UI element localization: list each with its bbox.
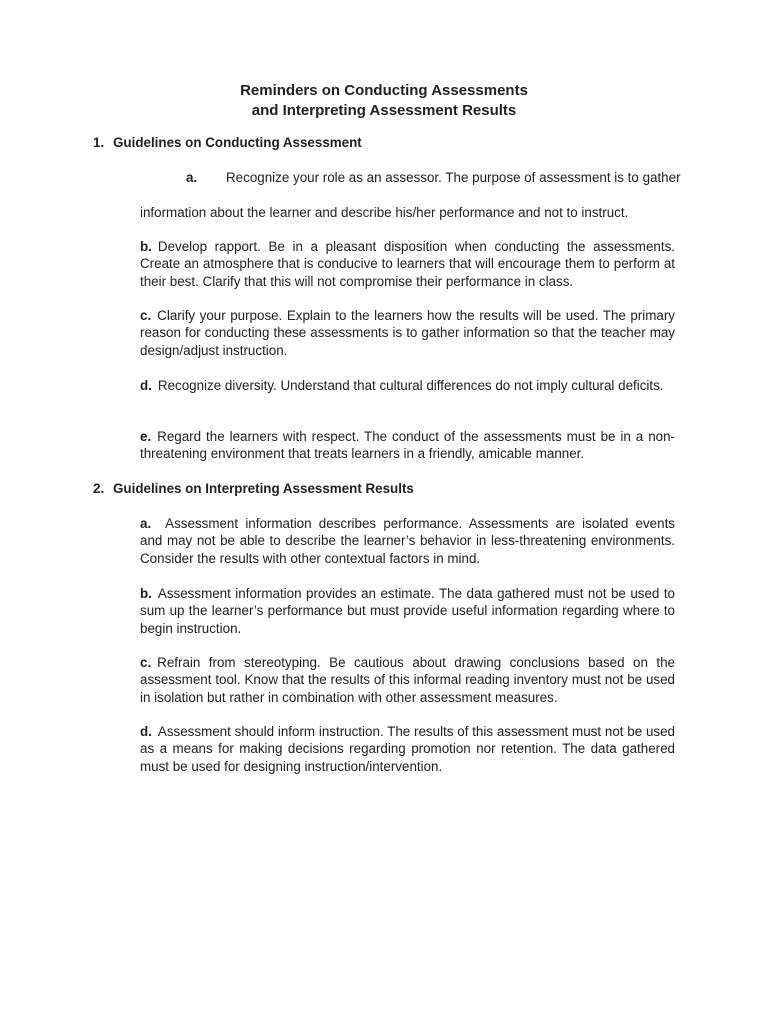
- section-2-item-b: [140, 585, 675, 637]
- item-letter: a.: [140, 516, 152, 531]
- item-letter: e.: [140, 429, 152, 444]
- section-1-title: Guidelines on Conducting Assessment: [113, 135, 362, 150]
- item-letter: b.: [140, 586, 152, 601]
- section-1-item-d: [140, 377, 675, 394]
- document-title-line-2: and Interpreting Assessment Results: [251, 102, 517, 119]
- item-letter: b.: [140, 239, 152, 254]
- section-1-heading: [93, 135, 362, 150]
- item-text: Clarify your purpose. Explain to the learners how the results will be used. The primary reason for conducting these assessments is to gather information so that the teacher may design/adjust instruction.: [140, 308, 675, 358]
- section-2-item-c: [140, 654, 675, 706]
- item-letter: d.: [140, 378, 152, 393]
- item-text: Develop rapport. Be in a pleasant disposition when conducting the assessments. Create an atmosphere that is conducive to learners that will encourage them to perform at their best. Clarify that this will not compromise their performance in class.: [140, 239, 675, 289]
- item-text: Recognize your role as an assessor. The purpose of assessment is to gather: [226, 170, 681, 185]
- item-letter: d.: [140, 724, 152, 739]
- section-2-title: Guidelines on Interpreting Assessment Results: [113, 481, 414, 496]
- section-1-item-c: [140, 307, 675, 359]
- item-letter: a.: [186, 170, 198, 185]
- section-1-item-e: [140, 428, 675, 463]
- item-text: Assessment should inform instruction. The results of this assessment must not be used as a means for making decisions regarding promotion nor retention. The data gathered must be used for designing instruction/intervention.: [140, 724, 675, 774]
- item-text: Regard the learners with respect. The conduct of the assessments must be in a non-threatening environment that treats learners in a friendly, amicable manner.: [140, 429, 675, 462]
- item-text: Refrain from stereotyping. Be cautious about drawing conclusions based on the assessment tool. Know that the results of this informal reading inventory must not be used in isolation but rather in combination with other assessment measures.: [140, 655, 675, 705]
- section-2-number: 2.: [93, 481, 105, 496]
- section-2-item-d: [140, 723, 675, 775]
- section-2-item-a: [140, 515, 675, 567]
- section-1-item-a: [186, 169, 682, 186]
- item-letter: c.: [140, 655, 152, 670]
- item-text: Assessment information provides an estimate. The data gathered must not be used to sum up the learner’s performance but must provide useful information regarding where to begin instruction.: [140, 586, 675, 636]
- section-1-item-a-continuation: information about the learner and describe his/her performance and not to instruct.: [140, 205, 629, 220]
- section-1-number: 1.: [93, 135, 105, 150]
- section-1-item-b: [140, 238, 675, 290]
- section-2-heading: [93, 481, 414, 496]
- item-text: Recognize diversity. Understand that cultural differences do not imply cultural deficits.: [157, 378, 664, 393]
- item-text: Assessment information describes performance. Assessments are isolated events and may not be able to describe the learner’s behavior in less-threatening environments. Consider the results with other contextual factors in mind.: [140, 516, 675, 566]
- item-letter: c.: [140, 308, 152, 323]
- document-title-line-1: Reminders on Conducting Assessments: [240, 82, 528, 99]
